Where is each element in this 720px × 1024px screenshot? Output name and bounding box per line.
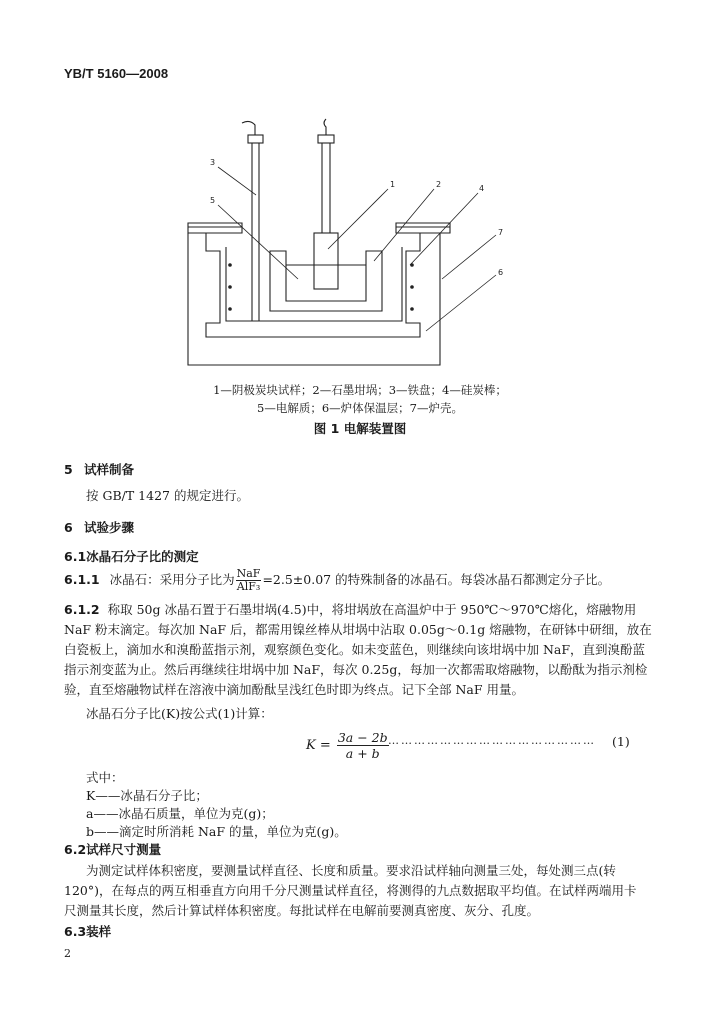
section-6-1-2-line2: NaF 粉末滴定。每次加 NaF 后，都需用镍丝棒从坩埚中沾取 0.05g～0.1g 熔融物，在研钵中研细，放在 [64,622,652,637]
page-number: 2 [64,947,71,960]
label-7: 7 [498,228,504,237]
figure-caption-line2: 5—电解质；6—炉体保温层；7—炉壳。 [257,401,463,415]
section-6-heading: 6 试验步骤 [64,520,135,535]
section-6-3-heading: 6.3装样 [64,924,112,939]
label-6: 6 [498,268,504,277]
section-6-1-2-line4: 指示剂变蓝为止。然后再继续往坩埚中加 NaF，每次 0.25g，每加一次都需取熔融物，以酚酞为指示剂检 [64,662,648,677]
section-5-body: 按 GB/T 1427 的规定进行。 [86,488,249,503]
section-6-1-2-line1: 6.1.2 称取 50g 冰晶石置于石墨坩埚(4.5)中，将坩埚放在高温炉中于 950℃～970℃熔化，熔融物用 [64,602,637,617]
where-item-k: K——冰晶石分子比； [86,788,208,803]
label-4: 4 [479,184,485,193]
formula-1: K = $\frac{3a - 2b}{a + b}$ [306,730,388,761]
graphite-crucible [270,251,382,311]
figure-caption-line1: 1—阴极炭块试样；2—石墨坩埚；3—铁盘；4—硅炭棒； [213,383,507,397]
label-3: 3 [210,158,216,167]
section-6-1-heading: 6.1冰晶石分子比的测定 [64,549,199,564]
label-5: 5 [210,196,216,205]
figure-title: 图 1 电解装置图 [313,421,407,436]
section-6-1-2-line3: 白瓷板上，滴加水和溴酚蓝指示剂，观察颜色变化。如未变蓝色，则继续向该坩埚中加 NaF，直到溴酚蓝 [64,642,646,657]
formula-intro: 冰晶石分子比(K)按公式(1)计算： [86,706,273,721]
formula-number: (1) [612,734,630,749]
label-2: 2 [436,180,442,189]
section-6-1-1: 6.1.1 冰晶石：采用分子比为 $\frac{\text{NaF}}{\text{AlF₃}}$ =2.5±0.07 的特殊制备的冰晶石。每袋冰晶石都测定分子比。 [64,567,611,593]
section-5-heading: 5 试样制备 [64,462,135,477]
section-6-2-line3: 尺测量其长度，然后计算试样体积密度。每批试样在电解前要测真密度、灰分、孔度。 [64,903,540,918]
section-6-2-line2: 120°)，在每点的两互相垂直方向用千分尺测量试样直径，将测得的九点数据取平均值。在试样两端用卡 [64,883,637,898]
where-item-b: b——滴定时所消耗 NaF 的量，单位为克(g)。 [86,824,347,839]
section-6-2-line1: 为测定试样体积密度，要测量试样直径、长度和质量。要求沿试样轴向测量三处，每处测三点(转 [86,863,616,878]
formula-leader-dots: ………………………………………… [388,734,596,747]
where-title: 式中： [86,770,124,785]
electrolysis-apparatus-diagram [170,115,530,377]
cathode-sample [314,233,338,289]
section-6-1-2-line5: 验，直至熔融物试样在溶液中滴加酚酞呈浅红色时即为终点。记下全部 NaF 用量。 [64,682,525,697]
where-item-a: a——冰晶石质量，单位为克(g)； [86,806,274,821]
label-1: 1 [390,180,396,189]
shell-lid-left [188,223,242,233]
section-6-2-heading: 6.2试样尺寸测量 [64,842,162,857]
standard-header: YB/T 5160—2008 [64,66,169,81]
